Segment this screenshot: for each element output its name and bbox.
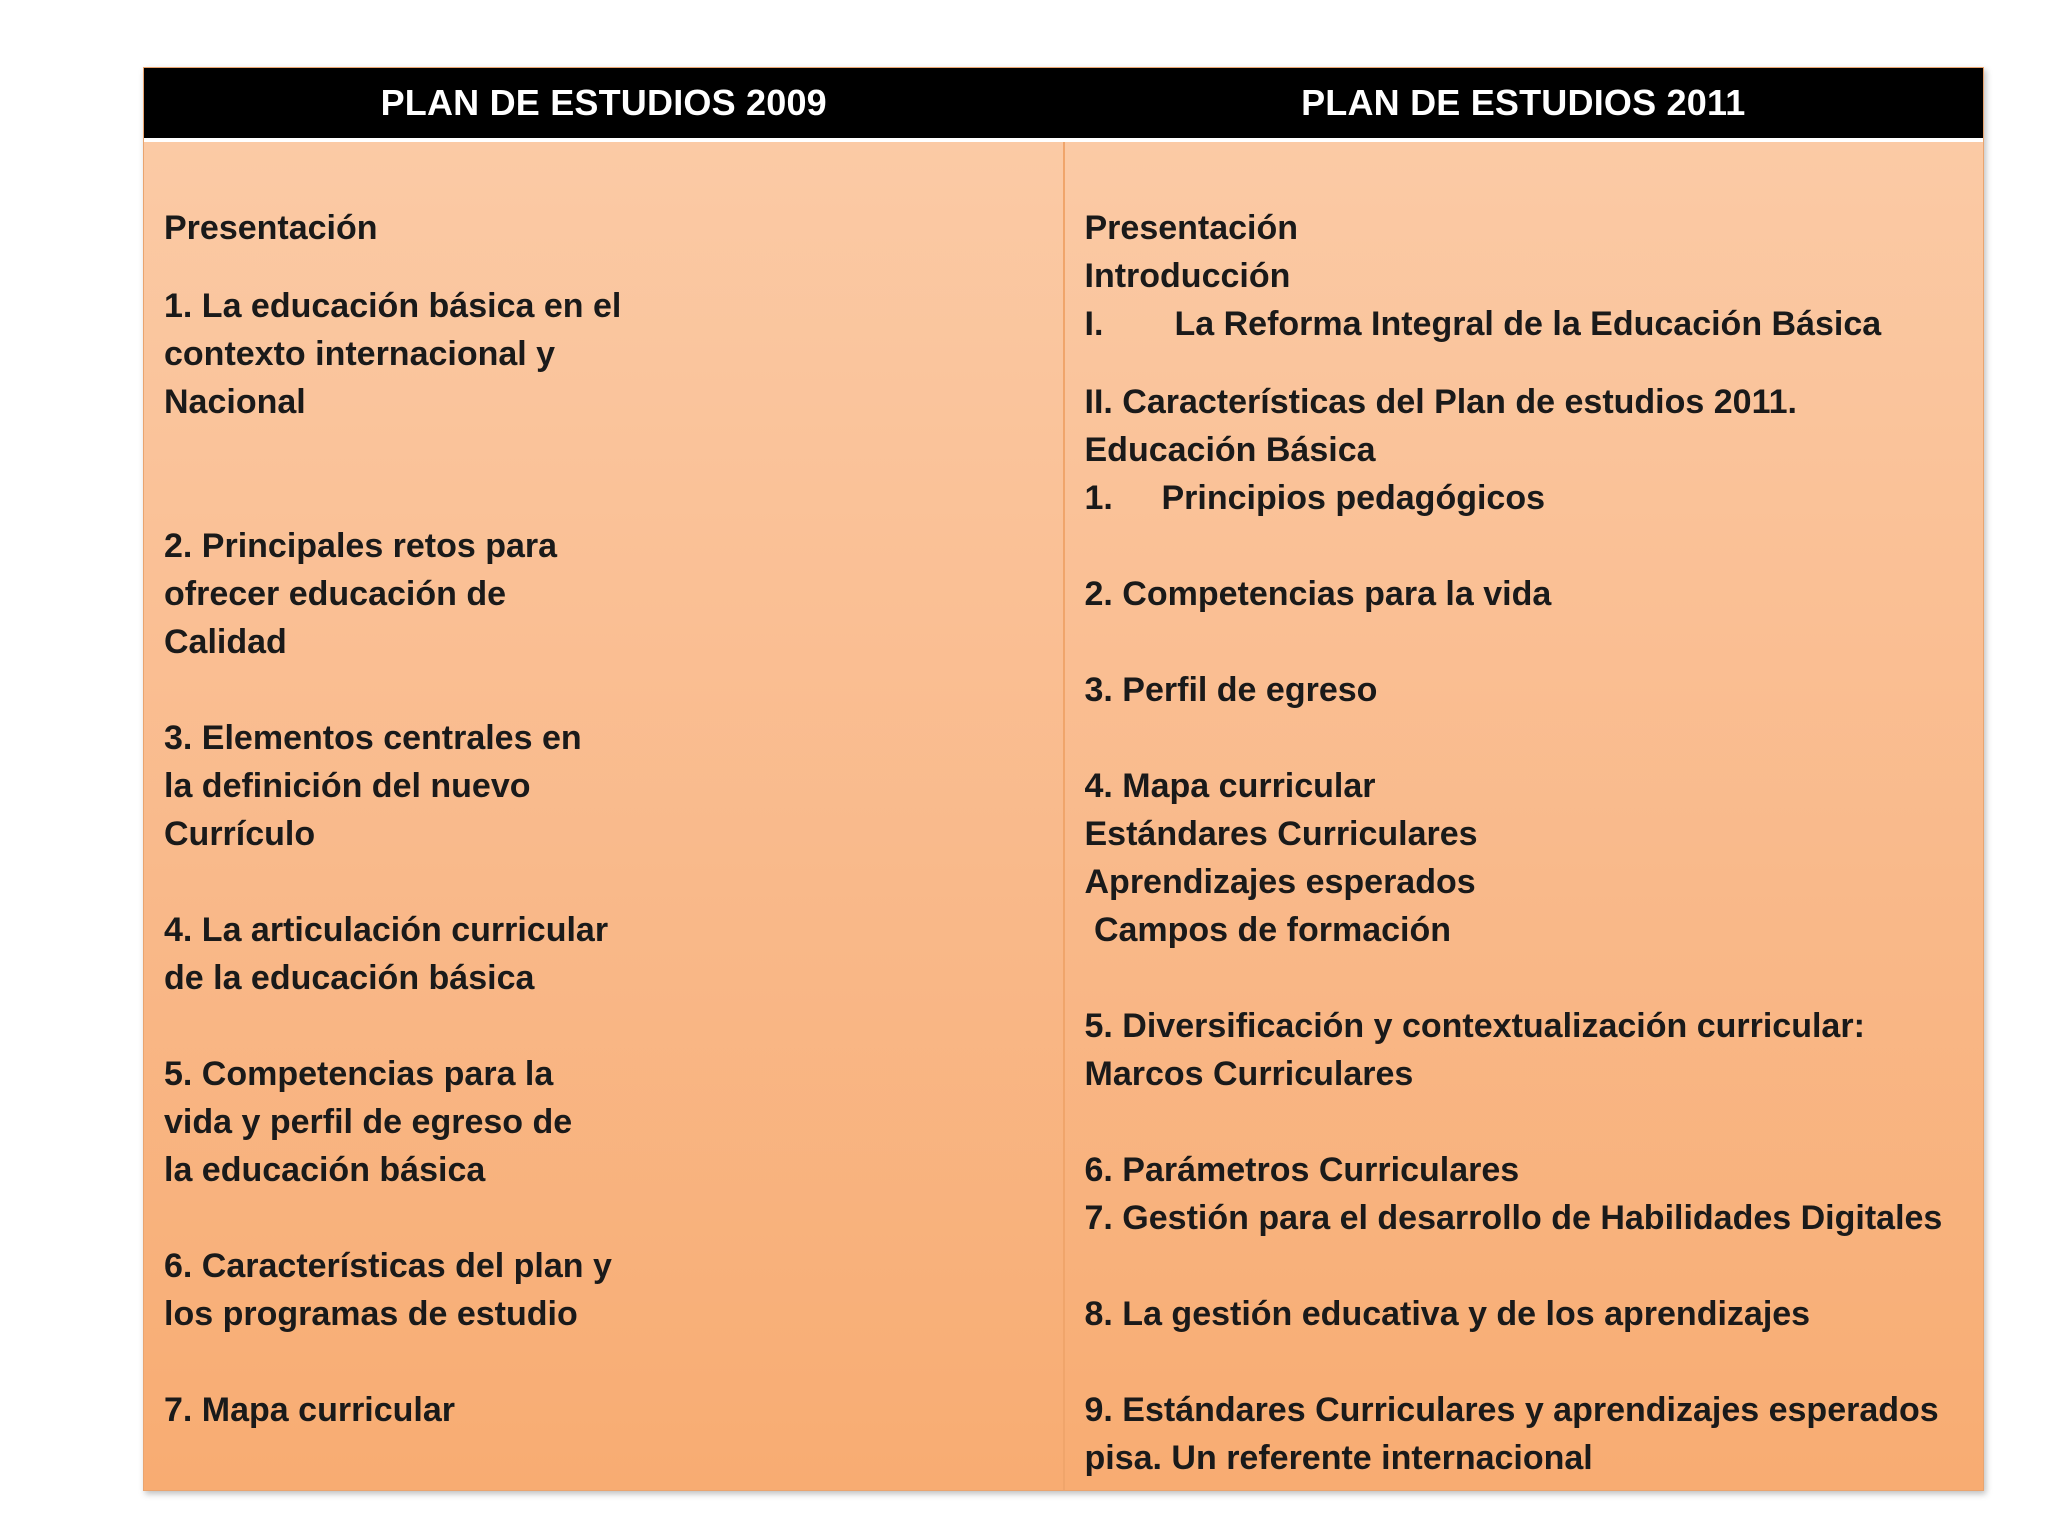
right-item-9-line-1: 9. Estándares Curriculares y aprendizajes esperados — [1084, 1391, 1939, 1429]
right-roman-1-number: I. — [1084, 305, 1104, 343]
right-roman-2-line-2: Educación Básica — [1084, 431, 1376, 469]
right-item-5-line-1: 5. Diversificación y contextualización curricular: — [1084, 1007, 1865, 1045]
left-item-4-line-1: 4. La articulación curricular — [164, 911, 609, 949]
right-roman-2-line-1: II. Características del Plan de estudios 2011. — [1084, 383, 1797, 421]
left-item-4-line-2: de la educación básica — [164, 959, 535, 997]
right-item-1-number: 1. — [1084, 479, 1113, 517]
left-item-3-line-1: 3. Elementos centrales en — [164, 719, 582, 757]
header-plan-2011: PLAN DE ESTUDIOS 2011 — [1301, 82, 1746, 123]
left-item-7: 7. Mapa curricular — [164, 1391, 456, 1429]
left-item-2-line-3: Calidad — [164, 623, 287, 661]
right-item-4-line-4: Campos de formación — [1084, 911, 1452, 949]
left-item-5-line-1: 5. Competencias para la — [164, 1055, 554, 1093]
right-item-8: 8. La gestión educativa y de los aprendizajes — [1084, 1295, 1811, 1333]
right-roman-1 — [1085, 300, 1984, 348]
left-item-1-line-3: Nacional — [164, 383, 306, 421]
comparison-table — [143, 67, 1984, 1491]
column-plan-2011 — [1065, 142, 1984, 1490]
left-item-2-line-2: ofrecer educación de — [164, 575, 507, 613]
header-plan-2009: PLAN DE ESTUDIOS 2009 — [380, 82, 827, 123]
left-presentacion: Presentación — [164, 209, 378, 247]
column-plan-2009 — [144, 142, 1065, 1490]
left-item-2-line-1: 2. Principales retos para — [164, 527, 558, 565]
right-item-1 — [1085, 474, 1984, 522]
right-item-4-line-2: Estándares Curriculares — [1084, 815, 1478, 853]
right-item-2: 2. Competencias para la vida — [1084, 575, 1552, 613]
right-item-6: 6. Parámetros Curriculares — [1084, 1151, 1520, 1189]
right-item-7: 7. Gestión para el desarrollo de Habilidades Digitales — [1084, 1199, 1943, 1237]
left-item-3-line-3: Currículo — [164, 815, 316, 853]
right-item-9-line-2: pisa. Un referente internacional — [1084, 1439, 1593, 1477]
left-item-1-line-1: 1. La educación básica en el — [164, 287, 622, 325]
table-body — [144, 142, 1983, 1490]
right-item-4-line-1: 4. Mapa curricular — [1084, 767, 1376, 805]
left-item-3-line-2: la definición del nuevo — [164, 767, 531, 805]
right-introduccion: Introducción — [1084, 257, 1291, 295]
right-item-4-line-3: Aprendizajes esperados — [1084, 863, 1476, 901]
left-item-5-line-3: la educación básica — [164, 1151, 486, 1189]
right-item-3: 3. Perfil de egreso — [1084, 671, 1378, 709]
right-roman-1-text: La Reforma Integral de la Educación Básica — [1174, 305, 1882, 343]
left-item-1-line-2: contexto internacional y — [164, 335, 556, 373]
right-item-1-text: Principios pedagógicos — [1161, 479, 1546, 517]
right-item-5-line-2: Marcos Curriculares — [1084, 1055, 1414, 1093]
left-item-6-line-1: 6. Características del plan y — [164, 1247, 612, 1285]
left-item-6-line-2: los programas de estudio — [164, 1295, 578, 1333]
left-item-5-line-2: vida y perfil de egreso de — [164, 1103, 573, 1141]
table-header — [144, 68, 1983, 142]
right-presentacion: Presentación — [1084, 209, 1299, 247]
